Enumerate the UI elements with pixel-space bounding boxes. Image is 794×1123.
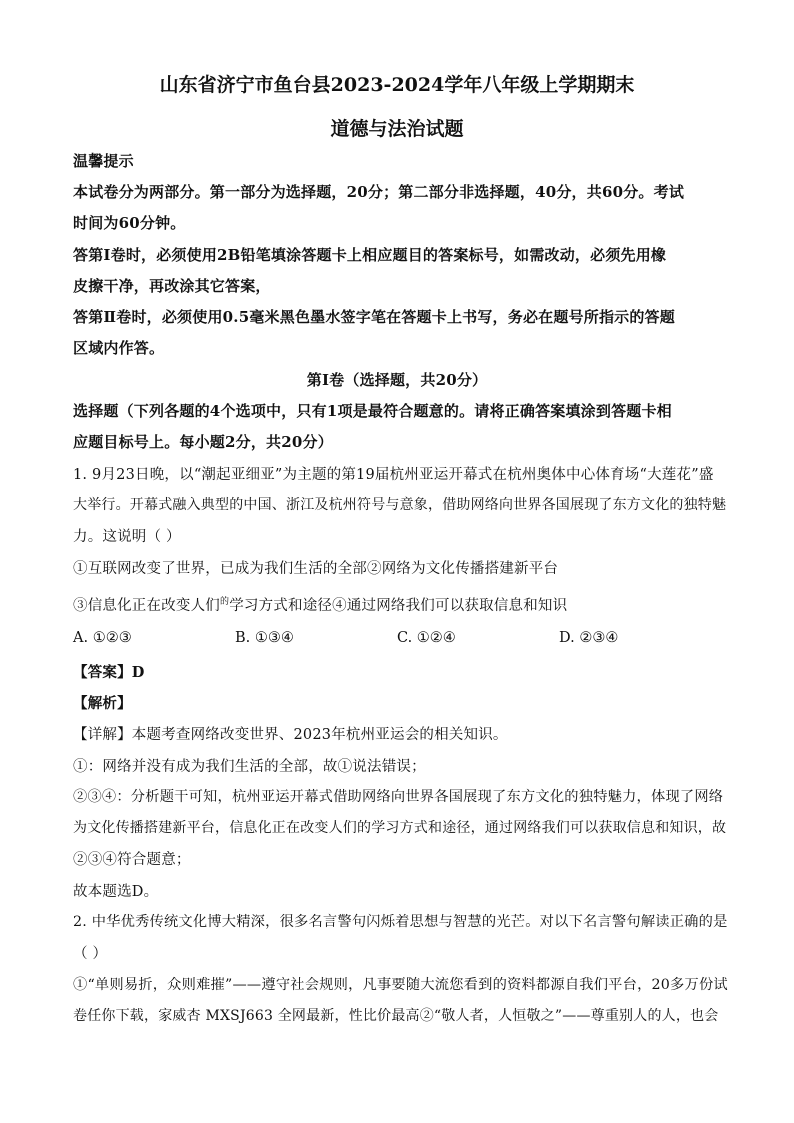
question-2-stem: ①“单则易折，众则难摧”——遵守社会规则，凡事要随大流您看到的资料都源自我们平台，20多万份试 <box>73 977 728 993</box>
explanation-line: 故本题选D。 <box>73 884 159 900</box>
question-1-stem: 1. 9月23日晚，以“潮起亚细亚”为主题的第19届杭州亚运开幕式在杭州奥体中心体育场“大莲花”盛 <box>73 467 714 483</box>
question-1-stem: 力。这说明（ ） <box>73 529 181 545</box>
statement-text: 学习方式和途径④通过网络我们可以获取信息和知识 <box>229 598 568 614</box>
document-title: 山东省济宁市鱼台县2023-2024学年八年级上学期期末 <box>159 74 635 96</box>
statement-text: 的 <box>220 597 230 608</box>
notice-line: 本试卷分为两部分。第一部分为选择题，20分；第二部分非选择题，40分，共60分。考试 <box>73 183 685 201</box>
option-c: C. ①②④ <box>397 630 456 646</box>
option-a: A. ①②③ <box>73 630 132 646</box>
notice-line: 区域内作答。 <box>73 339 165 357</box>
question-1-statements <box>73 594 728 615</box>
notice-line: 时间为60分钟。 <box>73 214 186 232</box>
question-2-stem: 2. 中华优秀传统文化博大精深，很多名言警句闪烁着思想与智慧的光芒。对以下名言警句解读正确的是 <box>73 914 728 930</box>
answer-label: 【答案】D <box>73 664 145 681</box>
question-1-stem: 大举行。开幕式融入典型的中国、浙江及杭州符号与意象，借助网络向世界各国展现了东方文化的独特魅 <box>73 497 727 513</box>
question-2-stem: 卷任你下载，家威杏 MXSJ663 全网最新，性比价最高②“敬人者，人恒敬之”——尊重别人的人，也会 <box>73 1008 719 1024</box>
part1-heading: 第Ⅰ卷（选择题，共20分） <box>306 371 488 389</box>
explanation-line: 为文化传播搭建新平台，信息化正在改变人们的学习方式和途径，通过网络我们可以获取信息和知识，故 <box>73 820 727 836</box>
detail-text: 【详解】本题考查网络改变世界、2023年杭州亚运会的相关知识。 <box>73 727 508 743</box>
explanation-line: ①：网络并没有成为我们生活的全部，故①说法错误； <box>73 759 426 775</box>
explanation-line: ②③④符合题意； <box>73 852 191 868</box>
notice-line: 答第Ⅱ卷时，必须使用0.5毫米黑色墨水签字笔在答题卡上书写，务必在题号所指示的答题 <box>73 308 675 326</box>
analysis-label: 【解析】 <box>73 695 132 712</box>
document-subtitle: 道德与法治试题 <box>330 118 464 140</box>
part1-instruction: 选择题（下列各题的4个选项中，只有1项是最符合题意的。请将正确答案填涂到答题卡相 <box>73 402 672 420</box>
explanation-line: ②③④：分析题干可知，杭州亚运开幕式借助网络向世界各国展现了东方文化的独特魅力，体现了网络 <box>73 789 724 805</box>
notice-line: 答第Ⅰ卷时，必须使用2B铅笔填涂答题卡上相应题目的答案标号，如需改动，必须先用橡 <box>73 246 667 264</box>
statement-text: ③信息化正在改变人们 <box>73 598 220 614</box>
notice-heading: 温馨提示 <box>73 152 134 170</box>
option-b: B. ①③④ <box>235 630 294 646</box>
notice-line: 皮擦干净，再改涂其它答案， <box>73 277 271 295</box>
part1-instruction: 应题目标号上。每小题2分，共20分） <box>73 433 333 451</box>
question-1-statements: ①互联网改变了世界，已成为我们生活的全部②网络为文化传播搭建新平台 <box>73 561 559 577</box>
option-d: D. ②③④ <box>559 630 619 646</box>
question-2-stem: （ ） <box>73 946 108 962</box>
